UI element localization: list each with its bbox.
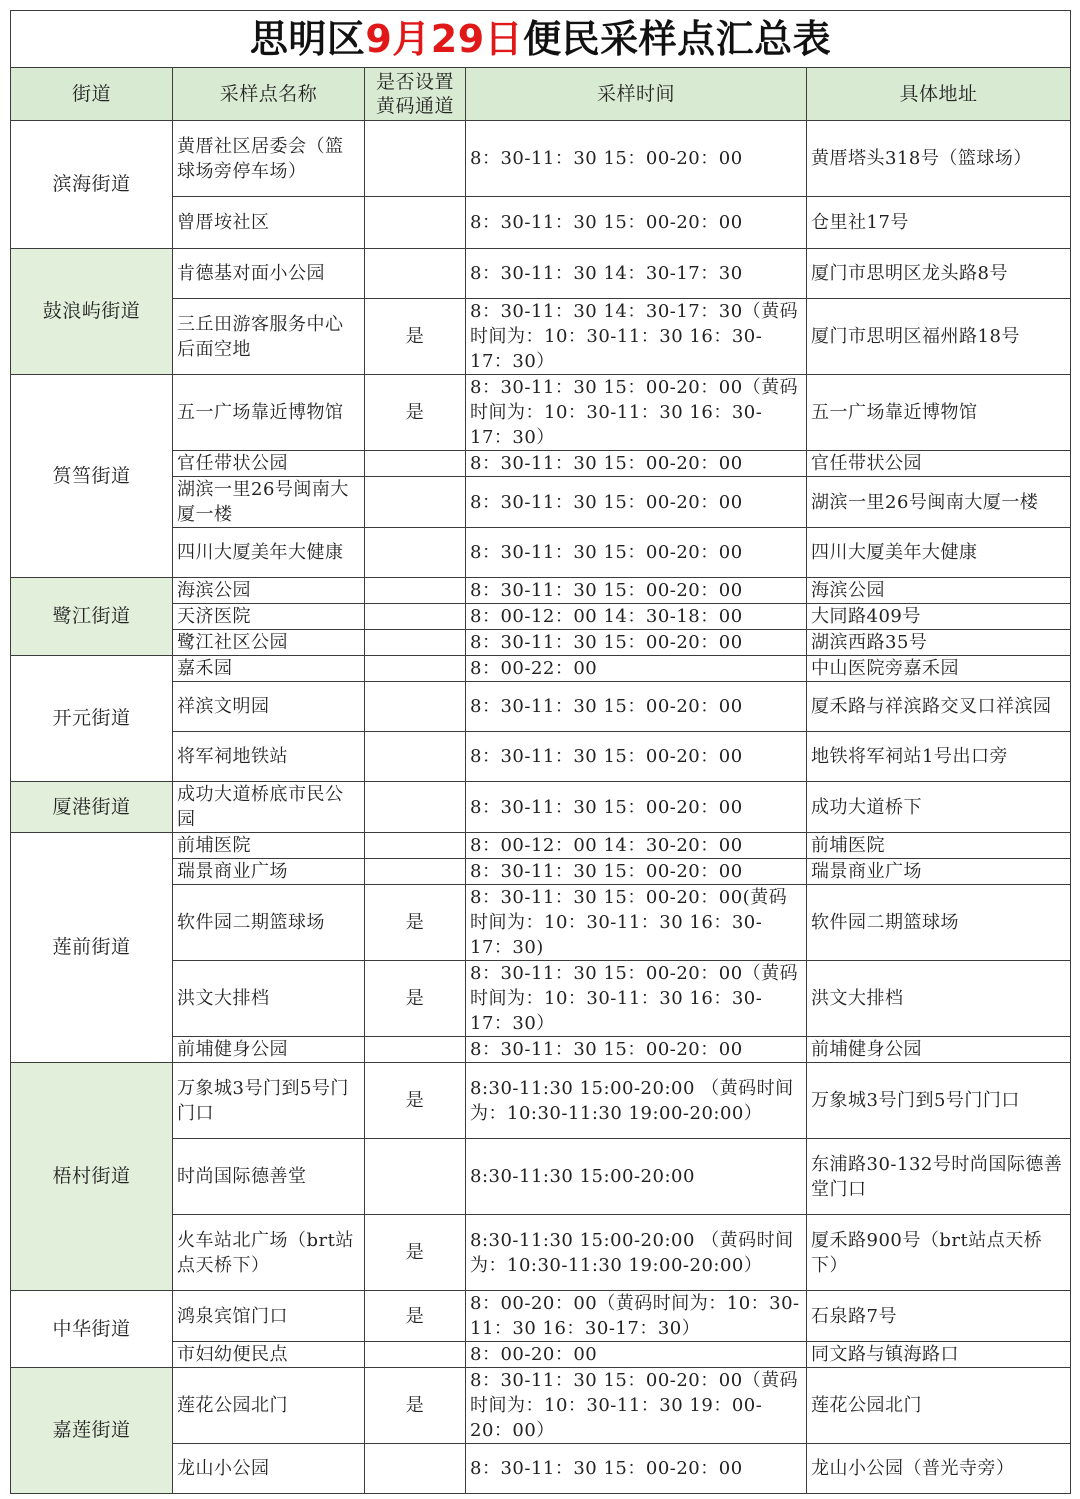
address-cell: 厦门市思明区福州路18号 bbox=[807, 299, 1071, 375]
site-name-cell: 嘉禾园 bbox=[173, 656, 365, 682]
address-cell: 莲花公园北门 bbox=[807, 1368, 1071, 1444]
site-name-cell: 将军祠地铁站 bbox=[173, 732, 365, 782]
address-cell: 大同路409号 bbox=[807, 604, 1071, 630]
table-row bbox=[11, 249, 1071, 299]
address-cell: 洪文大排档 bbox=[807, 961, 1071, 1037]
sampling-time-cell: 8：30-11：30 15：00-20：00 bbox=[466, 732, 807, 782]
yellow-channel-cell bbox=[365, 578, 466, 604]
site-name-cell: 软件园二期篮球场 bbox=[173, 885, 365, 961]
address-cell: 五一广场靠近博物馆 bbox=[807, 375, 1071, 451]
table-row bbox=[11, 578, 1071, 604]
site-name-cell: 万象城3号门到5号门门口 bbox=[173, 1063, 365, 1139]
site-name-cell: 前埔医院 bbox=[173, 833, 365, 859]
yellow-channel-cell bbox=[365, 1444, 466, 1494]
yellow-channel-cell bbox=[365, 782, 466, 833]
street-cell: 莲前街道 bbox=[11, 833, 173, 1063]
address-cell: 同文路与镇海路口 bbox=[807, 1342, 1071, 1368]
table-row bbox=[11, 121, 1071, 197]
title-prefix: 思明区 bbox=[249, 16, 366, 61]
sampling-time-cell: 8：30-11：30 15：00-20：00 bbox=[466, 578, 807, 604]
header-address: 具体地址 bbox=[807, 68, 1071, 121]
sampling-time-cell: 8:30-11:30 15:00-20:00 （黄码时间为：10:30-11:30 19:00-20:00） bbox=[466, 1215, 807, 1291]
site-name-cell: 五一广场靠近博物馆 bbox=[173, 375, 365, 451]
street-cell: 滨海街道 bbox=[11, 121, 173, 249]
title-date: 9月29日 bbox=[365, 16, 524, 61]
sampling-time-cell: 8：30-11：30 15：00-20：00 bbox=[466, 121, 807, 197]
header-sampling-time: 采样时间 bbox=[466, 68, 807, 121]
yellow-channel-cell: 是 bbox=[365, 1215, 466, 1291]
yellow-channel-cell bbox=[365, 249, 466, 299]
site-name-cell: 鸿泉宾馆门口 bbox=[173, 1291, 365, 1342]
sampling-time-cell: 8:30-11:30 15:00-20:00 （黄码时间为：10:30-11:30 19:00-20:00） bbox=[466, 1063, 807, 1139]
yellow-channel-cell bbox=[365, 604, 466, 630]
address-cell: 中山医院旁嘉禾园 bbox=[807, 656, 1071, 682]
site-name-cell: 湖滨一里26号闽南大厦一楼 bbox=[173, 477, 365, 528]
address-cell: 官任带状公园 bbox=[807, 451, 1071, 477]
table-row bbox=[11, 1063, 1071, 1139]
table-row bbox=[11, 656, 1071, 682]
sampling-time-cell: 8：00-20：00 bbox=[466, 1342, 807, 1368]
header-site-name: 采样点名称 bbox=[173, 68, 365, 121]
title-row bbox=[11, 11, 1071, 68]
yellow-channel-cell bbox=[365, 451, 466, 477]
yellow-channel-cell bbox=[365, 1037, 466, 1063]
page-title bbox=[11, 11, 1071, 68]
yellow-channel-cell bbox=[365, 1342, 466, 1368]
sampling-time-cell: 8：30-11：30 15：00-20：00（黄码时间为：10：30-11：30 16：30-17：30） bbox=[466, 375, 807, 451]
sampling-time-cell: 8：30-11：30 15：00-20：00（黄码时间为：10：30-11：30 19：00-20：00） bbox=[466, 1368, 807, 1444]
yellow-channel-cell bbox=[365, 1139, 466, 1215]
address-cell: 黄厝塔头318号（篮球场） bbox=[807, 121, 1071, 197]
site-name-cell: 官任带状公园 bbox=[173, 451, 365, 477]
address-cell: 瑞景商业广场 bbox=[807, 859, 1071, 885]
sampling-time-cell: 8：30-11：30 15：00-20：00 bbox=[466, 197, 807, 249]
yellow-channel-cell: 是 bbox=[365, 1291, 466, 1342]
site-name-cell: 祥滨文明园 bbox=[173, 682, 365, 732]
table-row bbox=[11, 1291, 1071, 1342]
yellow-channel-cell bbox=[365, 528, 466, 578]
site-name-cell: 洪文大排档 bbox=[173, 961, 365, 1037]
table-body bbox=[11, 121, 1071, 1494]
table-row bbox=[11, 833, 1071, 859]
street-cell: 鹭江街道 bbox=[11, 578, 173, 656]
sampling-sites-table bbox=[10, 10, 1071, 1494]
site-name-cell: 鹭江社区公园 bbox=[173, 630, 365, 656]
street-cell: 鼓浪屿街道 bbox=[11, 249, 173, 375]
address-cell: 四川大厦美年大健康 bbox=[807, 528, 1071, 578]
sampling-time-cell: 8：30-11：30 15：00-20：00 bbox=[466, 782, 807, 833]
site-name-cell: 龙山小公园 bbox=[173, 1444, 365, 1494]
sampling-time-cell: 8：30-11：30 15：00-20：00 bbox=[466, 1444, 807, 1494]
yellow-channel-cell bbox=[365, 477, 466, 528]
address-cell: 东浦路30-132号时尚国际德善堂门口 bbox=[807, 1139, 1071, 1215]
address-cell: 软件园二期篮球场 bbox=[807, 885, 1071, 961]
header-street: 街道 bbox=[11, 68, 173, 121]
yellow-channel-cell: 是 bbox=[365, 375, 466, 451]
sampling-time-cell: 8：30-11：30 15：00-20：00(黄码时间为：10：30-11：30 16：30-17：30) bbox=[466, 885, 807, 961]
yellow-channel-cell: 是 bbox=[365, 1368, 466, 1444]
address-cell: 海滨公园 bbox=[807, 578, 1071, 604]
sampling-time-cell: 8：30-11：30 15：00-20：00 bbox=[466, 477, 807, 528]
yellow-channel-cell: 是 bbox=[365, 1063, 466, 1139]
address-cell: 石泉路7号 bbox=[807, 1291, 1071, 1342]
sampling-time-cell: 8:30-11:30 15:00-20:00 bbox=[466, 1139, 807, 1215]
address-cell: 龙山小公园（普光寺旁） bbox=[807, 1444, 1071, 1494]
address-cell: 仓里社17号 bbox=[807, 197, 1071, 249]
address-cell: 厦禾路900号（brt站点天桥下） bbox=[807, 1215, 1071, 1291]
table-row bbox=[11, 782, 1071, 833]
sampling-time-cell: 8：30-11：30 15：00-20：00 bbox=[466, 630, 807, 656]
sampling-time-cell: 8：30-11：30 15：00-20：00 bbox=[466, 1037, 807, 1063]
sampling-time-cell: 8：30-11：30 14：30-17：30（黄码时间为：10：30-11：30 16：30-17：30） bbox=[466, 299, 807, 375]
site-name-cell: 曾厝垵社区 bbox=[173, 197, 365, 249]
address-cell: 湖滨西路35号 bbox=[807, 630, 1071, 656]
address-cell: 前埔健身公园 bbox=[807, 1037, 1071, 1063]
street-cell: 筼筜街道 bbox=[11, 375, 173, 578]
sampling-time-cell: 8：30-11：30 15：00-20：00（黄码时间为：10：30-11：30 16：30-17：30） bbox=[466, 961, 807, 1037]
sampling-time-cell: 8：30-11：30 14：30-17：30 bbox=[466, 249, 807, 299]
address-cell: 成功大道桥下 bbox=[807, 782, 1071, 833]
street-cell: 嘉莲街道 bbox=[11, 1368, 173, 1494]
yellow-channel-cell bbox=[365, 630, 466, 656]
site-name-cell: 瑞景商业广场 bbox=[173, 859, 365, 885]
address-cell: 前埔医院 bbox=[807, 833, 1071, 859]
yellow-channel-cell: 是 bbox=[365, 885, 466, 961]
yellow-channel-cell bbox=[365, 121, 466, 197]
street-cell: 开元街道 bbox=[11, 656, 173, 782]
address-cell: 厦禾路与祥滨路交叉口祥滨园 bbox=[807, 682, 1071, 732]
site-name-cell: 莲花公园北门 bbox=[173, 1368, 365, 1444]
address-cell: 地铁将军祠站1号出口旁 bbox=[807, 732, 1071, 782]
street-cell: 厦港街道 bbox=[11, 782, 173, 833]
sampling-time-cell: 8：30-11：30 15：00-20：00 bbox=[466, 528, 807, 578]
site-name-cell: 市妇幼便民点 bbox=[173, 1342, 365, 1368]
site-name-cell: 成功大道桥底市民公园 bbox=[173, 782, 365, 833]
sampling-time-cell: 8：00-12：00 14：30-20：00 bbox=[466, 833, 807, 859]
yellow-channel-cell bbox=[365, 656, 466, 682]
site-name-cell: 四川大厦美年大健康 bbox=[173, 528, 365, 578]
yellow-channel-cell bbox=[365, 732, 466, 782]
site-name-cell: 肯德基对面小公园 bbox=[173, 249, 365, 299]
header-row bbox=[11, 68, 1071, 121]
title-suffix: 便民采样点汇总表 bbox=[523, 16, 832, 61]
yellow-channel-cell bbox=[365, 859, 466, 885]
street-cell: 中华街道 bbox=[11, 1291, 173, 1368]
site-name-cell: 海滨公园 bbox=[173, 578, 365, 604]
site-name-cell: 黄厝社区居委会（篮球场旁停车场） bbox=[173, 121, 365, 197]
sampling-time-cell: 8：30-11：30 15：00-20：00 bbox=[466, 859, 807, 885]
sampling-time-cell: 8：00-22：00 bbox=[466, 656, 807, 682]
sampling-time-cell: 8：30-11：30 15：00-20：00 bbox=[466, 682, 807, 732]
yellow-channel-cell bbox=[365, 197, 466, 249]
street-cell: 梧村街道 bbox=[11, 1063, 173, 1291]
table-row bbox=[11, 1368, 1071, 1444]
sampling-time-cell: 8：00-20：00（黄码时间为：10：30-11：30 16：30-17：30） bbox=[466, 1291, 807, 1342]
yellow-channel-cell: 是 bbox=[365, 961, 466, 1037]
header-yellow-channel: 是否设置黄码通道 bbox=[365, 68, 466, 121]
sampling-time-cell: 8：30-11：30 15：00-20：00 bbox=[466, 451, 807, 477]
address-cell: 湖滨一里26号闽南大厦一楼 bbox=[807, 477, 1071, 528]
address-cell: 厦门市思明区龙头路8号 bbox=[807, 249, 1071, 299]
site-name-cell: 时尚国际德善堂 bbox=[173, 1139, 365, 1215]
yellow-channel-cell: 是 bbox=[365, 299, 466, 375]
table-row bbox=[11, 375, 1071, 451]
address-cell: 万象城3号门到5号门门口 bbox=[807, 1063, 1071, 1139]
site-name-cell: 前埔健身公园 bbox=[173, 1037, 365, 1063]
site-name-cell: 三丘田游客服务中心后面空地 bbox=[173, 299, 365, 375]
site-name-cell: 火车站北广场（brt站点天桥下） bbox=[173, 1215, 365, 1291]
sampling-time-cell: 8：00-12：00 14：30-18：00 bbox=[466, 604, 807, 630]
yellow-channel-cell bbox=[365, 833, 466, 859]
site-name-cell: 天济医院 bbox=[173, 604, 365, 630]
yellow-channel-cell bbox=[365, 682, 466, 732]
